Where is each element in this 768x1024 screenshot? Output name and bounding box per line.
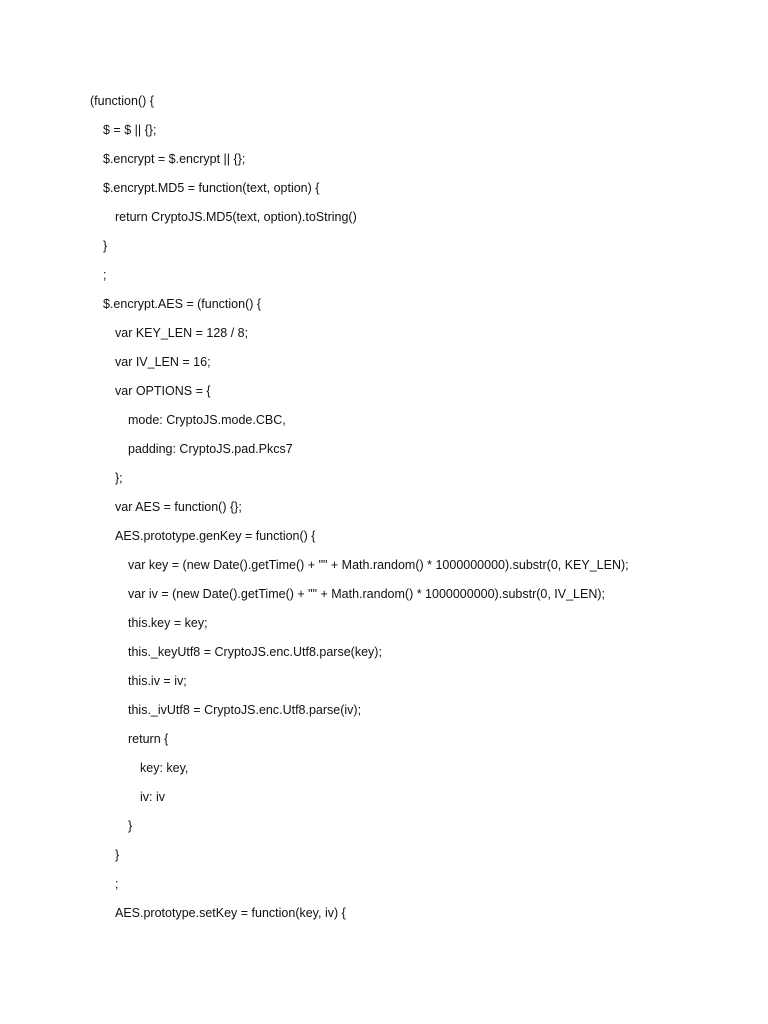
code-line: return CryptoJS.MD5(text, option).toString()	[115, 210, 357, 224]
code-line: }	[128, 819, 133, 833]
code-line: padding: CryptoJS.pad.Pkcs7	[128, 442, 293, 456]
code-line: (function() {	[90, 94, 154, 108]
code-listing	[90, 91, 750, 932]
code-line: mode: CryptoJS.mode.CBC,	[128, 413, 286, 427]
code-line: this.iv = iv;	[128, 674, 187, 688]
code-line: var KEY_LEN = 128 / 8;	[115, 326, 249, 340]
code-line: this.key = key;	[128, 616, 208, 630]
code-line: iv: iv	[140, 790, 165, 804]
code-line: $.encrypt.MD5 = function(text, option) {	[103, 181, 320, 195]
code-line: ;	[115, 877, 119, 891]
code-line: $.encrypt.AES = (function() {	[103, 297, 262, 311]
code-line: var iv = (new Date().getTime() + "" + Math.random() * 1000000000).substr(0, IV_LEN);	[128, 587, 606, 601]
code-line: AES.prototype.setKey = function(key, iv) {	[115, 906, 346, 920]
code-line: }	[115, 848, 120, 862]
code-line: }	[103, 239, 108, 253]
code-line: };	[115, 471, 123, 485]
code-line: key: key,	[140, 761, 189, 775]
code-line: ;	[103, 268, 107, 282]
code-line: $ = $ || {};	[103, 123, 157, 137]
code-line: return {	[128, 732, 169, 746]
code-line: var IV_LEN = 16;	[115, 355, 211, 369]
code-line: this._ivUtf8 = CryptoJS.enc.Utf8.parse(iv);	[128, 703, 362, 717]
code-line: $.encrypt = $.encrypt || {};	[103, 152, 246, 166]
code-line: var AES = function() {};	[115, 500, 242, 514]
code-line: AES.prototype.genKey = function() {	[115, 529, 316, 543]
code-line: this._keyUtf8 = CryptoJS.enc.Utf8.parse(key);	[128, 645, 382, 659]
code-line: var key = (new Date().getTime() + "" + Math.random() * 1000000000).substr(0, KEY_LEN);	[128, 558, 629, 572]
code-line: var OPTIONS = {	[115, 384, 211, 398]
